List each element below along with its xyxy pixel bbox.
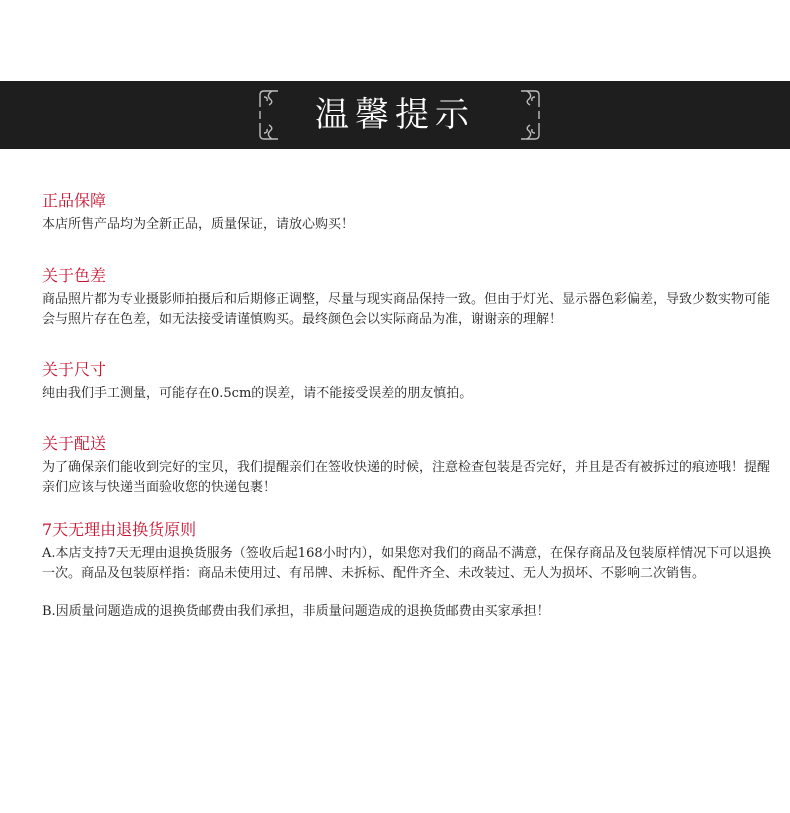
section-body bbox=[42, 215, 772, 235]
section-return-policy bbox=[42, 520, 772, 622]
banner-title: 温馨提示 bbox=[315, 95, 475, 135]
section-title: 7天无理由退换货原则 bbox=[42, 520, 197, 539]
section-body bbox=[42, 544, 772, 622]
section-paragraph: 为了确保亲们能收到完好的宝贝，我们提醒亲们在签收快递的时候，注意检查包装是否完好，并且是否有被拆过的痕迹哦！提醒亲们应该与快递当面验收您的快递包裹！ bbox=[42, 460, 771, 495]
section-title: 关于色差 bbox=[42, 266, 107, 285]
section-body bbox=[42, 458, 772, 497]
section-paragraph: 商品照片都为专业摄影师拍摄后和后期修正调整，尽量与现实商品保持一致。但由于灯光、显示器色彩偏差，导致少数实物可能会与照片存在色差，如无法接受请谨慎购买。最终颜色会以实际商品为准，谢谢亲的理解！ bbox=[42, 292, 771, 327]
corner-ornament-icon bbox=[519, 87, 541, 143]
section-title: 关于尺寸 bbox=[42, 360, 107, 379]
banner bbox=[0, 81, 790, 149]
section-authentic-guarantee bbox=[42, 191, 772, 235]
section-paragraph: 纯由我们手工测量，可能存在0.5cm的误差，请不能接受误差的朋友慎拍。 bbox=[42, 386, 473, 401]
section-body bbox=[42, 290, 772, 329]
paragraph-gap bbox=[42, 583, 772, 602]
section-color-difference bbox=[42, 266, 772, 329]
section-title: 关于配送 bbox=[42, 434, 107, 453]
section-delivery bbox=[42, 434, 772, 497]
section-body bbox=[42, 384, 772, 404]
section-paragraph: A.本店支持7天无理由退换货服务（签收后起168小时内），如果您对我们的商品不满意，在保存商品及包装原样情况下可以退换一次。商品及包装原样指：商品未使用过、有吊牌、未拆标、配件齐全、未改装过、无人为损坏、不影响二次销售。 bbox=[42, 546, 772, 581]
section-title: 正品保障 bbox=[42, 191, 107, 210]
section-size bbox=[42, 360, 772, 404]
section-paragraph: B.因质量问题造成的退换货邮费由我们承担，非质量问题造成的退换货邮费由买家承担！ bbox=[42, 604, 550, 619]
section-paragraph: 本店所售产品均为全新正品，质量保证，请放心购买！ bbox=[42, 217, 355, 232]
